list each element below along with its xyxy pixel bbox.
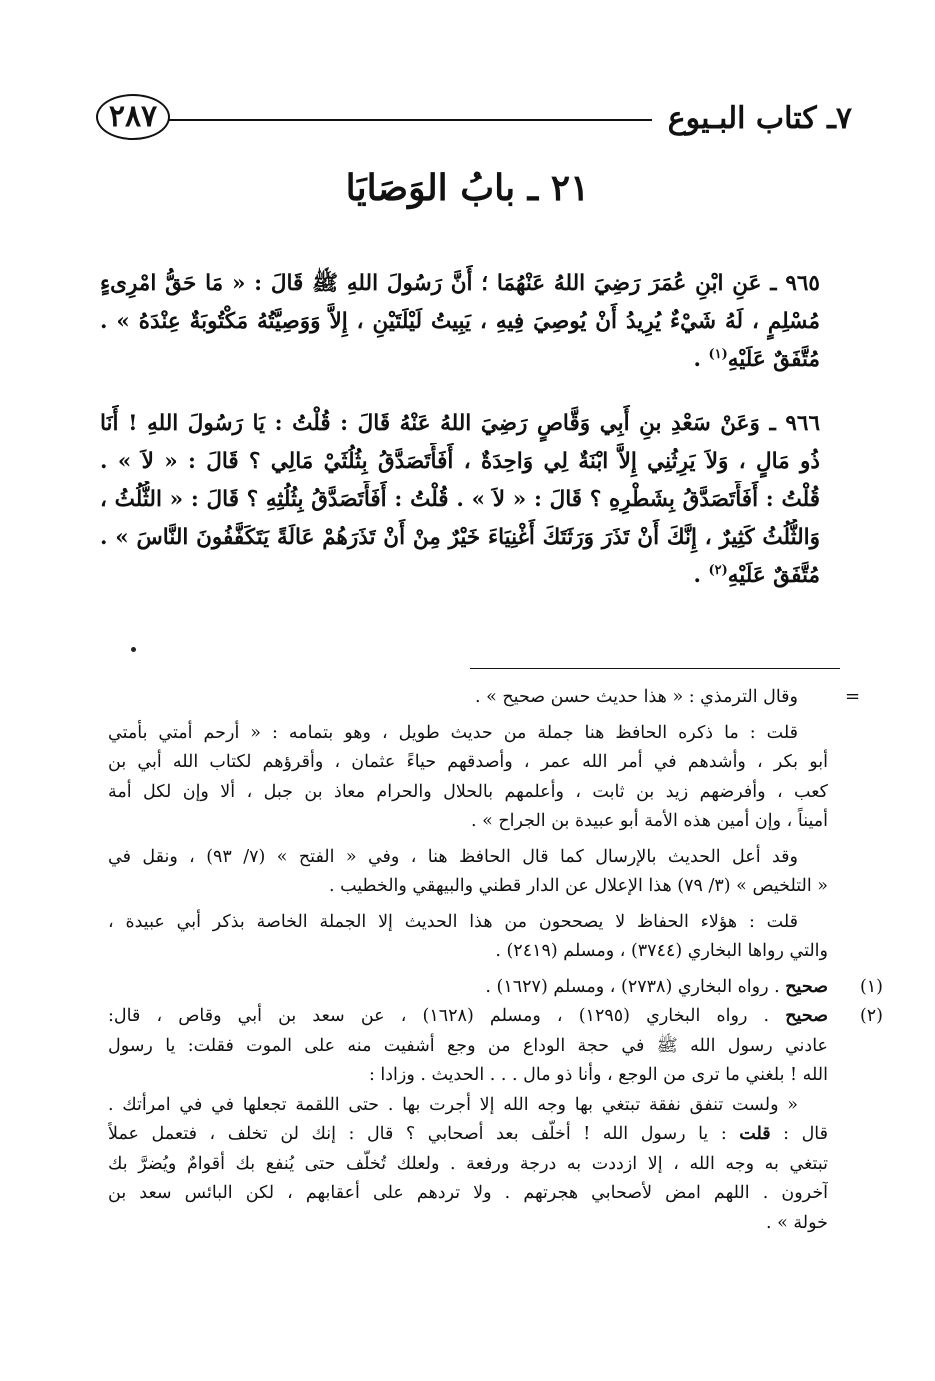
footnote-line: « ولست تنفق نفقة تبتغي بها وجه الله إلا أجرت بها . حتى اللقمة تجعلها في في امرأتك . bbox=[108, 1094, 798, 1115]
footnote-paragraph bbox=[108, 843, 828, 902]
footnote-marker: (١) bbox=[859, 976, 883, 997]
footnote-line: أبو بكر ، وأشدهم في أمر الله عمر ، وأصدقهم حياءً عثمان ، وأقرؤهم لكتاب الله أبي بن bbox=[108, 752, 828, 772]
book-section-title: ٧ـ كتاب البـيوع bbox=[658, 92, 852, 146]
header-rule bbox=[168, 119, 652, 121]
footnote-ref: (١) bbox=[708, 346, 728, 362]
footnote-paragraph bbox=[108, 719, 828, 837]
footnote-line: « التلخيص » (٣/ ٧٩) هذا الإعلال عن الدار قطني والبيهقي والخطيب . bbox=[328, 876, 828, 896]
footnote-line: كعب ، وأفرضهم زيد بن ثابت ، وأعلمهم بالحلال والحرام معاذ بن جبل ، ألا وإن لكل أمة bbox=[108, 781, 828, 802]
footnote-line: : يا رسول الله ! أخلّف بعد أصحابي ؟ قال : إنك لن تخلف ، فتعمل عملاً bbox=[108, 1124, 740, 1144]
footnote-ref: (٢) bbox=[708, 562, 728, 578]
footnote-line: قلت : ما ذكره الحافظ هنا جملة من حديث طويل ، وهو بتمامه : « أرحم أمتي بأمتي bbox=[108, 722, 798, 743]
hadith-end: . bbox=[693, 347, 709, 372]
hadith-text-line: ذُو مَالٍ ، وَلاَ يَرِثُنِي إِلاَّ ابْنَةٌ لِي وَاحِدَةٌ ، أَفَأَتَصَدَّقُ بِثُلُثَيْ مَالِي ؟ قَالَ : « لاَ » . bbox=[100, 449, 820, 474]
footnote-line: . رواه البخاري (١٢٩٥) ، ومسلم (١٦٢٨) ، عن سعد بن أبي وقاص ، قال: bbox=[108, 1006, 786, 1026]
hadith-end: . bbox=[693, 563, 709, 588]
footnote-line: وقال الترمذي : « هذا حديث حسن صحيح » . bbox=[474, 687, 798, 707]
page-number: ٢٨٧ bbox=[96, 94, 170, 140]
hadith-number: ٩٦٦ ـ bbox=[769, 411, 820, 436]
footnote-line: قلت : هؤلاء الحفاظ لا يصححون من هذا الحديث إلا الجملة الخاصة بذكر أبي عبيدة ، bbox=[108, 911, 798, 932]
hadith-text-line: وَالثُّلُثُ كَثِيرٌ ، إِنَّكَ أَنْ تَذَرَ وَرَثَتَكَ أَغْنِيَاءَ خَيْرٌ مِنْ أَنْ تَذَرَهُمْ عَالَةً يَتَكَفَّفُونَ النَّاسَ » . bbox=[100, 525, 820, 550]
footnote-line: عادني رسول الله ﷺ في حجة الوداع من وجع أشفيت منه على الموت فقلت: يا رسول bbox=[108, 1035, 828, 1056]
footnote-marker: (٢) bbox=[859, 1006, 883, 1026]
continuation-mark: = bbox=[845, 686, 861, 707]
footnotes-block bbox=[108, 683, 883, 1238]
footnote-paragraph bbox=[108, 683, 828, 713]
footnote-line: أميناً ، وإن أمين هذه الأمة أبو عبيدة بن الجراح » . bbox=[470, 811, 828, 831]
hadith-number: ٩٦٥ ـ bbox=[770, 271, 820, 296]
footnote-1 bbox=[108, 973, 883, 1003]
footnote-line: آخرون . اللهم امض لأصحابي هجرتهم . ولا تردهم على أعقابهم ، لكن البائس سعد بن bbox=[108, 1183, 828, 1203]
footnote-word-bold: قلت bbox=[739, 1124, 771, 1144]
hadith-965 bbox=[100, 265, 820, 379]
page-header bbox=[96, 92, 852, 146]
print-speck bbox=[131, 647, 136, 652]
hadith-text-line: عَنِ ابْنِ عُمَرَ رَضِيَ اللهُ عَنْهُمَا ؛ أَنَّ رَسُولَ اللهِ ﷺ قَالَ : « مَا حَقُّ امْرِىءٍ bbox=[100, 271, 762, 296]
grading-label: صحيح bbox=[785, 976, 828, 997]
chapter-title: ٢١ ـ بابُ الوَصَايَا bbox=[345, 167, 590, 209]
footnote-paragraph bbox=[108, 908, 828, 967]
footnote-line: . رواه البخاري (٢٧٣٨) ، ومسلم (١٦٢٧) . bbox=[485, 976, 786, 997]
hadith-text-line: قُلْتُ : أَفَأَتَصَدَّقُ بِشَطْرِهِ ؟ قَالَ : « لاَ » . قُلْتُ : أَفَأَتَصَدَّقُ بِثُلُثِهِ ؟ قَالَ : « الثُّلُثُ ، bbox=[100, 487, 820, 512]
footnote-line: وقد أعل الحديث بالإرسال كما قال الحافظ هنا ، وفي « الفتح » (٧/ ٩٣) ، ونقل في bbox=[108, 846, 798, 867]
hadith-966 bbox=[100, 405, 820, 595]
hadith-text-line: وَعَنْ سَعْدِ بنِ أَبِي وَقَّاصٍ رَضِيَ اللهُ عَنْهُ قَالَ : قُلْتُ : يَا رَسُولَ اللهِ ! أَنَا bbox=[100, 411, 760, 436]
footnote-rule bbox=[470, 668, 840, 669]
footnote-line: خولة » . bbox=[766, 1212, 828, 1233]
hadith-text-line: مُسْلِمٍ ، لَهُ شَيْءٌ يُرِيدُ أَنْ يُوصِيَ فِيهِ ، يَبِيتُ لَيْلَتَيْنِ ، إِلاَّ وَوَصِيَّتُهُ مَكْتُوبَةٌ عِنْدَهُ » . bbox=[100, 309, 820, 334]
hadith-source: مُتَّفَقٌ عَلَيْهِ bbox=[727, 563, 820, 588]
footnote-word: قال : bbox=[770, 1124, 828, 1144]
footnote-line: الله ! بلغني ما ترى من الوجع ، وأنا ذو مال . . . الحديث . وزادا : bbox=[368, 1065, 828, 1085]
grading-label: صحيح bbox=[785, 1006, 828, 1026]
footnote-2 bbox=[108, 1002, 883, 1238]
hadith-source: مُتَّفَقٌ عَلَيْهِ bbox=[727, 347, 820, 372]
footnote-line: تبتغي به وجه الله ، إلا ازددت به درجة ورفعة . ولعلك تُخلَّف حتى يُنفع بك أقوامٌ ويُضرَّ بك bbox=[108, 1153, 828, 1174]
footnote-line: والتي رواها البخاري (٣٧٤٤) ، ومسلم (٢٤١٩) . bbox=[495, 941, 828, 961]
